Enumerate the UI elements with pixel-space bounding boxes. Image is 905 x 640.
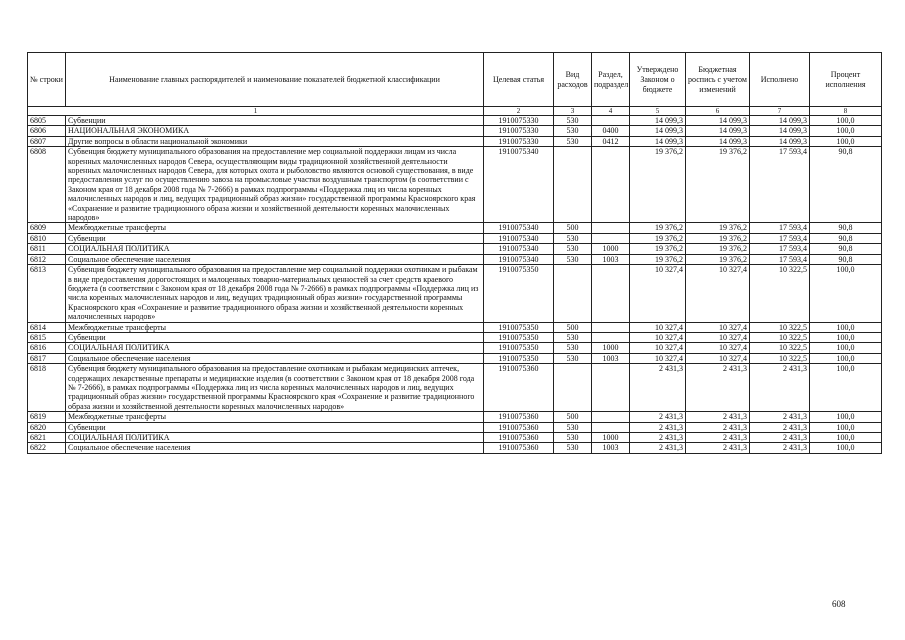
name-cell: Субвенции [66, 116, 484, 126]
percent-cell: 90,8 [810, 223, 882, 233]
name-cell: СОЦИАЛЬНАЯ ПОЛИТИКА [66, 244, 484, 254]
expense-type-cell: 530 [554, 244, 592, 254]
expense-type-cell: 530 [554, 136, 592, 146]
expense-type-cell: 530 [554, 116, 592, 126]
executed-cell: 10 322,5 [750, 332, 810, 342]
budget-list-cell: 2 431,3 [686, 443, 750, 453]
approved-cell: 10 327,4 [630, 265, 686, 322]
table-row [28, 126, 882, 136]
executed-cell: 2 431,3 [750, 422, 810, 432]
header-executed: Исполнено [750, 53, 810, 107]
approved-cell: 2 431,3 [630, 443, 686, 453]
percent-cell: 100,0 [810, 126, 882, 136]
budget-list-cell: 10 327,4 [686, 353, 750, 363]
budget-list-cell: 2 431,3 [686, 364, 750, 412]
section-cell [592, 265, 630, 322]
percent-cell: 90,8 [810, 147, 882, 223]
column-number-row [28, 107, 882, 116]
percent-cell: 90,8 [810, 254, 882, 264]
target-article-cell: 1910075340 [484, 233, 554, 243]
section-cell: 1003 [592, 353, 630, 363]
section-cell: 0400 [592, 126, 630, 136]
percent-cell: 100,0 [810, 443, 882, 453]
name-cell: Межбюджетные трансферты [66, 412, 484, 422]
name-cell: Субвенции [66, 233, 484, 243]
name-cell: Субвенция бюджету муниципального образования на предоставление охотникам и рыбакам медицинских аптечек, содержащих лекарственные препараты и медицинские изделия (в соответствии с Законом края от 18 декабря 2008 года № 7-2666), в рамках подпрограммы «Поддержка лиц из числа коренных малочисленных народов и лиц, ведущих традиционный образ жизни» государственной программы Красноярского края «Сохранение и развитие традиционного образа жизни и хозяйственной деятельности коренных малочисленных народов» [66, 364, 484, 412]
approved-cell: 10 327,4 [630, 343, 686, 353]
executed-cell: 17 593,4 [750, 223, 810, 233]
executed-cell: 2 431,3 [750, 433, 810, 443]
section-cell: 1003 [592, 254, 630, 264]
approved-cell: 14 099,3 [630, 126, 686, 136]
approved-cell: 2 431,3 [630, 433, 686, 443]
budget-list-cell: 14 099,3 [686, 116, 750, 126]
section-cell [592, 322, 630, 332]
name-cell: Межбюджетные трансферты [66, 223, 484, 233]
executed-cell: 10 322,5 [750, 343, 810, 353]
target-article-cell: 1910075330 [484, 116, 554, 126]
expense-type-cell [554, 147, 592, 223]
budget-list-cell: 2 431,3 [686, 433, 750, 443]
section-cell: 0412 [592, 136, 630, 146]
section-cell: 1000 [592, 244, 630, 254]
expense-type-cell: 500 [554, 412, 592, 422]
percent-cell: 100,0 [810, 353, 882, 363]
target-article-cell: 1910075340 [484, 223, 554, 233]
name-cell: СОЦИАЛЬНАЯ ПОЛИТИКА [66, 343, 484, 353]
expense-type-cell: 500 [554, 223, 592, 233]
section-cell [592, 364, 630, 412]
budget-list-cell: 19 376,2 [686, 233, 750, 243]
table-row [28, 254, 882, 264]
percent-cell: 100,0 [810, 265, 882, 322]
target-article-cell: 1910075340 [484, 147, 554, 223]
executed-cell: 14 099,3 [750, 136, 810, 146]
row-number-cell: 6811 [28, 244, 66, 254]
target-article-cell: 1910075330 [484, 136, 554, 146]
approved-cell: 14 099,3 [630, 136, 686, 146]
row-number-cell: 6805 [28, 116, 66, 126]
row-number-cell: 6820 [28, 422, 66, 432]
expense-type-cell: 530 [554, 254, 592, 264]
percent-cell: 100,0 [810, 116, 882, 126]
header-expense-type: Вид расходов [554, 53, 592, 107]
target-article-cell: 1910075350 [484, 343, 554, 353]
budget-list-cell: 10 327,4 [686, 322, 750, 332]
row-number-cell: 6822 [28, 443, 66, 453]
name-cell: Субвенции [66, 332, 484, 342]
budget-list-cell: 19 376,2 [686, 147, 750, 223]
header-name: Наименование главных распорядителей и наименование показателей бюджетной классификации [66, 53, 484, 107]
header-row [28, 53, 882, 107]
percent-cell: 100,0 [810, 412, 882, 422]
target-article-cell: 1910075350 [484, 322, 554, 332]
target-article-cell: 1910075330 [484, 126, 554, 136]
row-number-cell: 6809 [28, 223, 66, 233]
name-cell: Субвенция бюджету муниципального образования на предоставление мер социальной поддержки охотникам и рыбакам в виде предоставления дорогостоящих и малоценных товарно-материальных ценностей за счет средств краевого бюджета (в соответствии с Законом края от 18 декабря 2008 года № 7-2666) в рамках подпрограммы «Поддержка лиц из числа коренных малочисленных народов и лиц, ведущих традиционный образ жизни» государственной программы Красноярского края «Сохранение и развитие традиционного образа жизни и хозяйственной деятельности коренных малочисленных народов» [66, 265, 484, 322]
header-approved: Утверждено Законом о бюджете [630, 53, 686, 107]
executed-cell: 2 431,3 [750, 443, 810, 453]
row-number-cell: 6812 [28, 254, 66, 264]
row-number-cell: 6817 [28, 353, 66, 363]
percent-cell: 90,8 [810, 233, 882, 243]
expense-type-cell: 530 [554, 233, 592, 243]
section-cell [592, 147, 630, 223]
row-number-cell: 6810 [28, 233, 66, 243]
section-cell: 1003 [592, 443, 630, 453]
header-section: Раздел, подраздел [592, 53, 630, 107]
target-article-cell: 1910075340 [484, 254, 554, 264]
row-number-cell: 6816 [28, 343, 66, 353]
budget-table [27, 52, 882, 454]
table-body [28, 116, 882, 454]
approved-cell: 19 376,2 [630, 233, 686, 243]
executed-cell: 17 593,4 [750, 254, 810, 264]
percent-cell: 100,0 [810, 343, 882, 353]
name-cell: Социальное обеспечение населения [66, 254, 484, 264]
name-cell: Социальное обеспечение населения [66, 353, 484, 363]
name-cell: Межбюджетные трансферты [66, 322, 484, 332]
table-row [28, 116, 882, 126]
name-cell: СОЦИАЛЬНАЯ ПОЛИТИКА [66, 433, 484, 443]
target-article-cell: 1910075360 [484, 364, 554, 412]
header-target-article: Целевая статья [484, 53, 554, 107]
target-article-cell: 1910075360 [484, 443, 554, 453]
row-number-cell: 6818 [28, 364, 66, 412]
section-cell: 1000 [592, 343, 630, 353]
budget-list-cell: 10 327,4 [686, 332, 750, 342]
target-article-cell: 1910075350 [484, 353, 554, 363]
approved-cell: 2 431,3 [630, 364, 686, 412]
executed-cell: 2 431,3 [750, 412, 810, 422]
table-row [28, 332, 882, 342]
expense-type-cell [554, 364, 592, 412]
column-number: 8 [810, 107, 882, 116]
expense-type-cell: 530 [554, 422, 592, 432]
table-row [28, 433, 882, 443]
budget-list-cell: 10 327,4 [686, 343, 750, 353]
row-number-cell: 6815 [28, 332, 66, 342]
name-cell: Социальное обеспечение населения [66, 443, 484, 453]
expense-type-cell: 530 [554, 433, 592, 443]
executed-cell: 2 431,3 [750, 364, 810, 412]
budget-list-cell: 19 376,2 [686, 254, 750, 264]
expense-type-cell: 530 [554, 353, 592, 363]
expense-type-cell: 530 [554, 343, 592, 353]
target-article-cell: 1910075350 [484, 332, 554, 342]
table-row [28, 233, 882, 243]
header-budget-list: Бюджетная роспись с учетом изменений [686, 53, 750, 107]
percent-cell: 100,0 [810, 433, 882, 443]
target-article-cell: 1910075360 [484, 412, 554, 422]
header-row-number: № строки [28, 53, 66, 107]
section-cell [592, 223, 630, 233]
expense-type-cell [554, 265, 592, 322]
table-row [28, 443, 882, 453]
table-row [28, 364, 882, 412]
approved-cell: 10 327,4 [630, 322, 686, 332]
column-number: 5 [630, 107, 686, 116]
table-row [28, 147, 882, 223]
section-cell: 1000 [592, 433, 630, 443]
name-cell: Субвенция бюджету муниципального образования на предоставление мер социальной поддержки лицам из числа коренных малочисленных народов Севера, осуществляющим виды традиционной хозяйственной деятельности коренных малочисленных народов Севера, для которых охота и рыболовство являются основой существования, в виде предоставления услуг по осуществлению завоза на промысловые участки воздушным транспортом (в соответствии с Законом края от 18 декабря 2008 года № 7-2666) в рамках подпрограммы «Поддержка лиц из числа коренных малочисленных народов и лиц, ведущих традиционный образ жизни» государственной программы Красноярского края «Сохранение и развитие традиционного образа жизни и хозяйственной деятельности коренных малочисленных народов» [66, 147, 484, 223]
column-number: 6 [686, 107, 750, 116]
row-number-cell: 6808 [28, 147, 66, 223]
percent-cell: 100,0 [810, 364, 882, 412]
column-number: 4 [592, 107, 630, 116]
executed-cell: 17 593,4 [750, 233, 810, 243]
target-article-cell: 1910075350 [484, 265, 554, 322]
approved-cell: 2 431,3 [630, 422, 686, 432]
row-number-cell: 6813 [28, 265, 66, 322]
table-row [28, 353, 882, 363]
row-number-cell: 6821 [28, 433, 66, 443]
approved-cell: 19 376,2 [630, 147, 686, 223]
row-number-cell: 6814 [28, 322, 66, 332]
executed-cell: 10 322,5 [750, 322, 810, 332]
budget-list-cell: 19 376,2 [686, 244, 750, 254]
percent-cell: 90,8 [810, 244, 882, 254]
section-cell [592, 412, 630, 422]
header-percent: Процент исполнения [810, 53, 882, 107]
column-number: 2 [484, 107, 554, 116]
executed-cell: 14 099,3 [750, 116, 810, 126]
budget-list-cell: 2 431,3 [686, 422, 750, 432]
budget-list-cell: 2 431,3 [686, 412, 750, 422]
name-cell: Другие вопросы в области национальной экономики [66, 136, 484, 146]
column-number: 1 [28, 107, 484, 116]
name-cell: Субвенции [66, 422, 484, 432]
section-cell [592, 422, 630, 432]
target-article-cell: 1910075360 [484, 433, 554, 443]
name-cell: НАЦИОНАЛЬНАЯ ЭКОНОМИКА [66, 126, 484, 136]
approved-cell: 2 431,3 [630, 412, 686, 422]
section-cell [592, 116, 630, 126]
approved-cell: 19 376,2 [630, 254, 686, 264]
section-cell [592, 233, 630, 243]
percent-cell: 100,0 [810, 422, 882, 432]
table-row [28, 223, 882, 233]
target-article-cell: 1910075340 [484, 244, 554, 254]
section-cell [592, 332, 630, 342]
row-number-cell: 6819 [28, 412, 66, 422]
budget-list-cell: 10 327,4 [686, 265, 750, 322]
approved-cell: 19 376,2 [630, 223, 686, 233]
table-row [28, 322, 882, 332]
expense-type-cell: 530 [554, 126, 592, 136]
expense-type-cell: 500 [554, 322, 592, 332]
row-number-cell: 6807 [28, 136, 66, 146]
approved-cell: 10 327,4 [630, 332, 686, 342]
percent-cell: 100,0 [810, 136, 882, 146]
table-row [28, 343, 882, 353]
expense-type-cell: 530 [554, 332, 592, 342]
approved-cell: 14 099,3 [630, 116, 686, 126]
table-row [28, 412, 882, 422]
budget-list-cell: 14 099,3 [686, 126, 750, 136]
target-article-cell: 1910075360 [484, 422, 554, 432]
approved-cell: 10 327,4 [630, 353, 686, 363]
table-row [28, 244, 882, 254]
budget-list-cell: 19 376,2 [686, 223, 750, 233]
percent-cell: 100,0 [810, 322, 882, 332]
executed-cell: 17 593,4 [750, 147, 810, 223]
table-row [28, 422, 882, 432]
expense-type-cell: 530 [554, 443, 592, 453]
executed-cell: 17 593,4 [750, 244, 810, 254]
table-row [28, 136, 882, 146]
percent-cell: 100,0 [810, 332, 882, 342]
column-number: 3 [554, 107, 592, 116]
approved-cell: 19 376,2 [630, 244, 686, 254]
row-number-cell: 6806 [28, 126, 66, 136]
executed-cell: 10 322,5 [750, 265, 810, 322]
page-number: 608 [832, 599, 846, 609]
column-number: 7 [750, 107, 810, 116]
budget-list-cell: 14 099,3 [686, 136, 750, 146]
table-row [28, 265, 882, 322]
executed-cell: 10 322,5 [750, 353, 810, 363]
executed-cell: 14 099,3 [750, 126, 810, 136]
